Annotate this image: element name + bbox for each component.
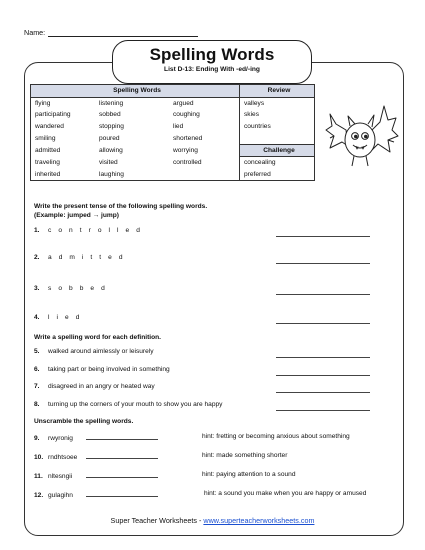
question-number: 1. xyxy=(34,227,40,234)
bat-illustration xyxy=(322,96,400,182)
question-text: turning up the corners of your mouth to show you are happy xyxy=(48,401,223,408)
footer-text: Super Teacher Worksheets - xyxy=(110,516,204,525)
question-number: 8. xyxy=(34,401,40,408)
section2-instructions: Write a spelling word for each definition. xyxy=(34,334,162,341)
name-field[interactable] xyxy=(48,28,198,37)
question-number: 9. xyxy=(34,435,40,442)
word-cell: coughing xyxy=(173,111,200,119)
word-cell: allowing xyxy=(99,146,123,154)
question-text: l i e d xyxy=(48,314,82,321)
word-cell: participating xyxy=(31,109,96,121)
word-cell xyxy=(169,169,240,181)
review-cell: countries xyxy=(240,121,315,133)
question-text: c o n t r o l l e d xyxy=(48,227,143,234)
table-row xyxy=(31,121,315,133)
review-cell: valleys xyxy=(240,97,315,109)
word-cell: flying xyxy=(31,97,96,109)
title-box xyxy=(112,40,312,84)
scrambled-word: nltesngii xyxy=(48,473,73,480)
section1-instructions: Write the present tense of the following spelling words. xyxy=(34,203,208,210)
name-label: Name: xyxy=(24,28,46,37)
scrambled-word: gulagihn xyxy=(48,492,73,499)
word-cell: controlled xyxy=(173,159,202,166)
word-cell: poured xyxy=(99,134,120,142)
word-cell: inherited xyxy=(31,169,96,181)
question-text: taking part or being involved in something xyxy=(48,366,170,373)
challenge-cell: preferred xyxy=(240,169,315,181)
scrambled-word: rndhtsoee xyxy=(48,454,78,461)
question-number: 6. xyxy=(34,366,40,373)
word-cell: laughing xyxy=(95,169,169,181)
question-number: 3. xyxy=(34,285,40,292)
hint-text: hint: paying attention to a sound xyxy=(202,471,296,478)
hint-text: hint: made something shorter xyxy=(202,452,288,459)
question-number: 2. xyxy=(34,254,40,261)
page-subtitle: List D-13: Ending With -ed/-ing xyxy=(164,66,260,73)
question-text: a d m i t t e d xyxy=(48,254,126,261)
word-cell: wandered xyxy=(31,121,96,133)
table-row xyxy=(31,97,315,109)
hint-text: hint: a sound you make when you are happy or amused xyxy=(204,490,367,497)
word-cell: worrying xyxy=(173,146,198,154)
word-cell: listening xyxy=(99,99,124,107)
name-line xyxy=(24,28,198,37)
review-cell: skies xyxy=(240,109,315,121)
scrambled-word: rwyronig xyxy=(48,435,73,442)
word-cell: admitted xyxy=(31,144,96,157)
word-cell: traveling xyxy=(31,157,96,169)
page-title: Spelling Words xyxy=(149,45,275,64)
word-cell: argued xyxy=(173,99,194,107)
table-row xyxy=(31,157,315,169)
challenge-cell: concealing xyxy=(240,157,315,169)
table-row xyxy=(31,109,315,121)
review-cell xyxy=(240,132,315,144)
word-cell: lied xyxy=(173,122,184,130)
challenge-header: Challenge xyxy=(240,144,315,157)
question-number: 11. xyxy=(34,473,43,480)
table-row xyxy=(31,169,315,181)
word-cell: smiling xyxy=(31,132,96,144)
question-number: 5. xyxy=(34,348,40,355)
spelling-words-header: Spelling Words xyxy=(31,85,240,98)
word-cell: shortened xyxy=(173,134,203,142)
footer-link[interactable]: www.superteacherworksheets.com xyxy=(203,516,315,525)
word-cell: visited xyxy=(99,159,118,166)
question-text: s o b b e d xyxy=(48,285,108,292)
review-header: Review xyxy=(240,85,315,98)
table-row xyxy=(31,132,315,144)
question-number: 12. xyxy=(34,492,44,499)
question-number: 10. xyxy=(34,454,44,461)
question-text: walked around aimlessly or leisurely xyxy=(48,348,154,355)
table-row xyxy=(31,144,315,157)
question-number: 7. xyxy=(34,383,40,390)
section1-example: (Example: jumped → jump) xyxy=(34,212,119,219)
word-cell: sobbed xyxy=(99,111,121,119)
hint-text: hint: fretting or becoming anxious about something xyxy=(202,433,350,440)
spelling-words-table xyxy=(30,84,315,181)
question-text: disagreed in an angry or heated way xyxy=(48,383,155,390)
section3-instructions: Unscramble the spelling words. xyxy=(34,418,134,425)
word-cell: stopping xyxy=(99,122,124,130)
question-number: 4. xyxy=(34,314,40,321)
